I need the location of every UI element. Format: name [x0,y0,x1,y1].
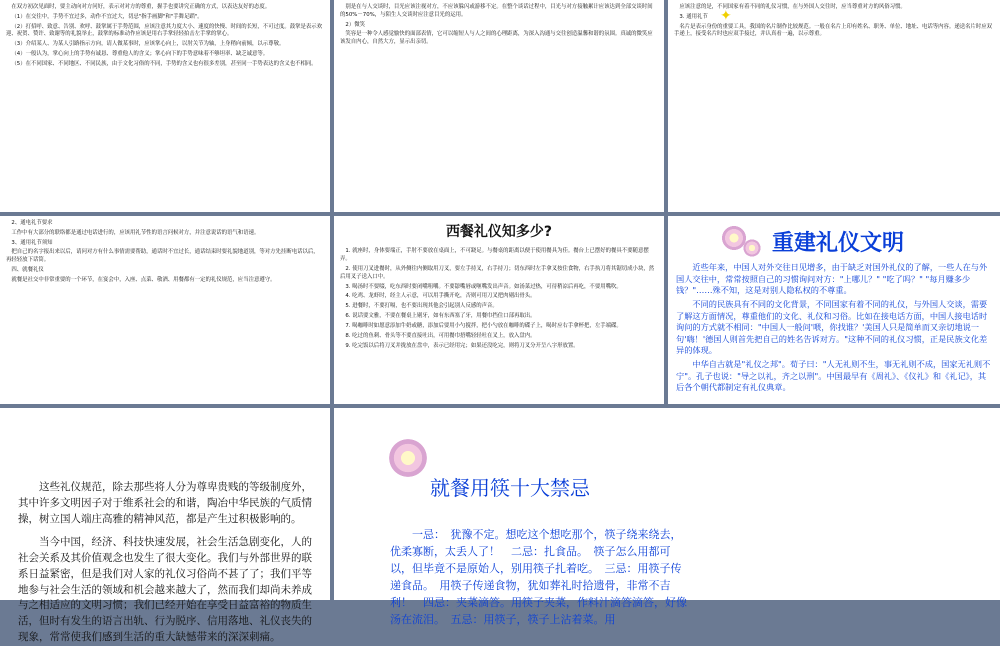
slide-4 [0,216,330,404]
list-item: 2. 使用刀叉进餐时，从外侧往内侧取用刀叉，要左手持叉，右手持刀；切东西时左手拿叉按住食物，右手执刀将其锯切成小块，然后用叉子送入口中。 [340,265,655,280]
list-item: 6. 说话要文雅，不要在餐桌上剔牙，如有东西塞了牙，用餐巾挡住口部再取出。 [345,313,536,320]
star-icon: ✦ [720,8,732,24]
paragraph: 不同的民族具有不同的文化背景，不同国家有着不同的礼仪，与外国人交谈，需要了解这方面情况，尊重他们的文化、礼仪和习俗。比如在接电话方面，中国人接电话时询问的方式就不相同："中国人一般问'喂，你找谁？'美国人只是简单而又亲切地说一句'嗨！'德国人则首先把自己的姓名告诉对方。"这种不同的礼仪习惯，正是民族文化差异的体现。 [676,298,988,356]
paragraph: （3）介绍某人、为某人引路指示方向，请人做某事时，应该掌心向上，以肘关节为轴，上身稍向前倾，以示尊敬。 [11,41,285,48]
heading: 2、通电礼节要求 [11,220,53,226]
slide-title: 西餐礼仪知多少? [445,224,553,240]
paragraph: （1）在交往中，手势不宜过多，动作不宜过大，切忌"指手画脚"和"手舞足蹈"。 [11,13,203,20]
paragraph: 中华自古就是"礼仪之邦"。荀子曰："人无礼则不生，事无礼则不成，国家无礼则不宁"。孔子也说："导之以礼，齐之以刑"。中国最早有《周礼》、《仪礼》和《礼记》，其后各个朝代都制定有礼仪典章。 [676,359,991,393]
paragraph: 近些年来，中国人对外交往日见增多，由于缺乏对国外礼仪的了解，一些人在与外国人交往中，常常按照自己的习惯询问对方："上哪儿？" "吃了吗？" "每月赚多少钱？"……殊不知，这是对别人隐私权的不尊重。 [676,262,988,296]
list-item: 8. 吃过的鱼刺、骨头等不要直接吐出，可用餐巾捂嘴轻轻吐在叉上，放入盘内。 [345,332,536,339]
slide-8 [334,408,1000,627]
paragraph: 在双方初次见面时，要主动向对方问好，表示对对方的尊重，握手也要讲究正确的方式，以表达友好的态度。 [11,4,271,10]
paragraph: 把自己的名字报出来以后，请问对方有什么事情需要帮助，通话时不宜过长，通话结束时要礼貌地道别，等对方先挂断电话以后，再轻轻放下话筒。 [6,249,319,264]
list-item: 9. 吃完饭以后将刀叉并拢放在盘中，表示已经用完；如果还没吃完，则将刀叉分开呈八字形放置。 [345,342,579,349]
slide-title: 就餐用筷十大禁忌 [430,476,590,500]
list-item: 5. 进餐时，不要打嗝，也不要出现其他会引起别人反感的声音。 [345,303,498,310]
edelweiss-icon [386,436,430,480]
flower-icon [742,238,762,258]
slide-2 [334,0,664,212]
list-item: 7. 喝咖啡时如愿意添加牛奶或糖，添加后要用小勺搅拌，把小勺放在咖啡的碟子上，喝时应右手拿杯把，左手端碟。 [345,322,622,329]
paragraph: 名片是表示身份的重要工具，我国的名片制作比较规范。一般在名片上印有姓名、职务、单位、地址、电话等内容。递送名片时应双手递上，接受名片时也应双手接过，并认真看一遍，以示尊重。 [674,23,993,38]
subheading: 3、通用礼节须知 [11,239,53,246]
list-item: 1. 就座时，身体要端正，手肘不要放在桌面上，不可跷足。与餐桌的距离以便于使用餐具为佳。餐台上已摆好的餐具不要随意摆弄。 [340,248,649,263]
paragraph: 工作中有大部分的联络都是通过电话进行的，应该用礼节性的语言问候对方，并注意说话的语气和语速。 [11,229,260,236]
slide-3 [668,0,1000,212]
slide-title: 重建礼仪文明 [772,230,905,256]
slide-7 [0,408,330,643]
list-item: 3. 喝汤时不要啜，吃东西时要闭嘴咀嚼。不要舔嘴唇或咂嘴发出声音。如汤菜过热，可待稍凉后再吃，不要用嘴吹。 [345,283,622,290]
slide-1 [0,0,330,212]
slide-5 [334,216,664,404]
paragraph: 一忌： 犹豫不定。想吃这个想吃那个，筷子绕来绕去，优柔寡断，太丢人了！ 二忌：扎食品。 筷子怎么用都可以，但毕竟不是原始人，别用筷子扎着吃。 三忌：用筷子传递食品。 用筷子传递食物，犹如葬礼时拾遗骨，非常不吉利！ 四忌：夹菜滴答。用筷子夹菜，作料汁滴答滴答，好像汤在流泪。 五忌：用筷子，筷子上沾着菜。用 [390,528,687,627]
paragraph: 这些礼仪规范，除去那些将人分为尊卑贵贱的等级制度外，其中许多文明因子对于维系社会的和谐，陶冶中华民族的气质情操，树立国人端庄高雅的精神风范，都是产生过积极影响的。 [18,481,312,525]
subheading: 3. 通用礼节 [679,13,708,20]
paragraph: 就餐是社交中非常重要的一个环节，在宴会中，入座、点菜、敬酒、用餐都有一定的礼仪规范，应当注意遵守。 [11,276,276,283]
paragraph: 笑容是一种令人感觉愉快的面部表情，它可以缩短人与人之间的心理距离，为深入沟通与交往创造温馨和谐的氛围。真诚的微笑应该发自内心，自然大方，显示出亲切。 [340,31,653,46]
paragraph: （2）打招呼、致意、告别、欢呼、鼓掌属于手势范围，应该注意其力度大小、速度的快慢、时间的长短，不可过度。鼓掌是表示欢迎、祝贺、赞许、致谢等的礼貌举止，鼓掌的标准动作应该是用右手掌轻轻拍击左手掌的掌心。 [6,23,323,38]
list-item: 4. 吃鸡、龙虾时，经主人示意，可以用手撕开吃，否则可用刀叉把肉剔出骨头。 [345,293,536,300]
paragraph: 应该注意的是，不同国家有着不同的礼仪习惯，在与外国人交往时，应当尊重对方的风俗习惯。 [679,4,906,10]
subheading: 四、就餐礼仪 [11,267,44,274]
paragraph: （5）在不同国家、不同地区、不同民族，由于文化习俗的不同，手势的含义也有很多差别，甚至同一手势表达的含义也不相同。 [11,60,317,67]
slide-6 [668,216,1000,404]
subheading: 2）微笑 [345,21,365,28]
paragraph: （4）一般认为，掌心向上的手势有诚恳、尊重他人的含义；掌心向下的手势意味着不够坦率、缺乏诚意等。 [11,51,269,58]
paragraph: 别是在与人交谈时，目光应该注视对方，不应该躲闪或游移不定。在整个谈话过程中，目光与对方接触累计应该达到全部交谈时间的50%－70%，与陌生人交谈时应注意目光的运用。 [340,4,653,18]
paragraph: 当今中国，经济、科技快速发展，社会生活急剧变化，人的社会关系及其价值观念也发生了很大变化。我们与外部世界的联系日益紧密，但是我们对人家的礼仪习俗尚不甚了了；我们平等地参与社会生活的领域和机会越来越大了，然而我们却尚未养成与之相适应的文明习惯；我们已经开始在享受日益富裕的物质生活，但时有发生的语言出轨、行为脱序、信用落地、礼仪丧失的现象，常常使我们感到生活的重大缺憾带来的深深刺痛。 [18,536,312,643]
